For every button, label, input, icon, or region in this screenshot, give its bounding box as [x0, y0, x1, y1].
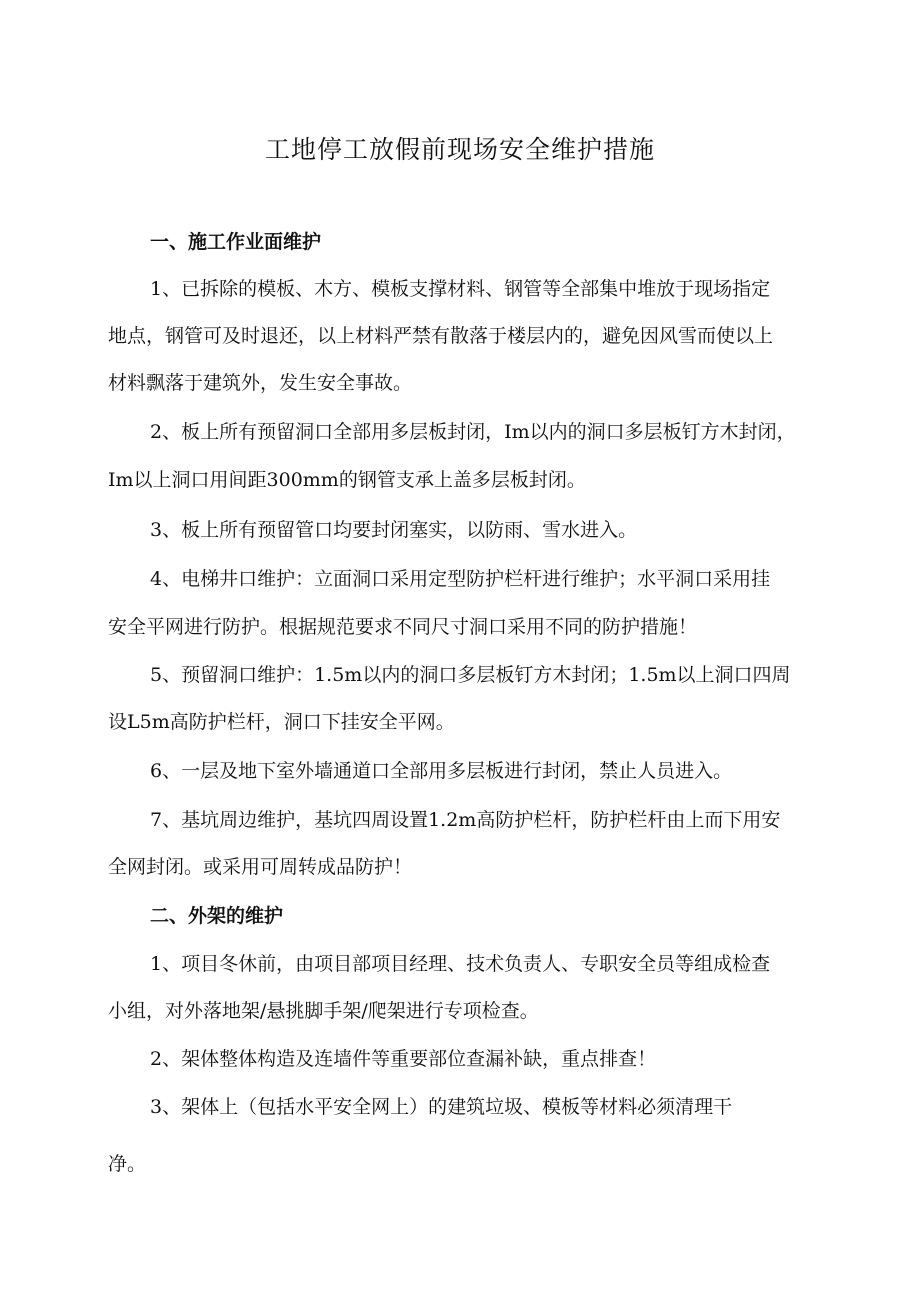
paragraph-line: 7、基坑周边维护，基坑四周设置1.2m高防护栏杆，防护栏杆由上而下用安 — [150, 809, 781, 831]
paragraph-line: 1、已拆除的模板、木方、模板支撑材料、钢管等全部集中堆放于现场指定 — [150, 278, 771, 300]
paragraph-line: 3、架体上（包括水平安全网上）的建筑垃圾、模板等材料必须清理干 — [150, 1096, 733, 1118]
paragraph-line: 安全平网进行防护。根据规范要求不同尺寸洞口采用不同的防护措施！ — [108, 616, 698, 638]
paragraph-line: 2、板上所有预留洞口全部用多层板封闭，Im以内的洞口多层板钉方木封闭， — [150, 421, 796, 443]
paragraph-line: 地点，钢管可及时退还，以上材料严禁有散落于楼层内的，避免因风雪而使以上 — [108, 325, 774, 347]
paragraph-line: 材料飘落于建筑外，发生安全事故。 — [108, 372, 413, 394]
paragraph-line: 全网封闭。或采用可周转成品防护！ — [108, 856, 413, 878]
document-title: 工地停工放假前现场安全维护措施 — [264, 135, 655, 164]
paragraph-line: 1、项目冬休前，由项目部项目经理、技术负责人、专职安全员等组成检查 — [150, 953, 771, 975]
paragraph-line: 3、板上所有预留管口均要封闭塞实，以防雨、雪水进入。 — [150, 519, 638, 541]
section-heading-2: 二、外架的维护 — [150, 905, 284, 927]
paragraph-line: 6、一层及地下室外墙通道口全部用多层板进行封闭，禁止人员进入。 — [150, 760, 733, 782]
paragraph-line: 4、电梯井口维护：立面洞口采用定型防护栏杆进行维护；水平洞口采用挂 — [150, 568, 771, 590]
paragraph-line: 小组，对外落地架/悬挑脚手架/爬架进行专项检查。 — [108, 1000, 539, 1022]
section-heading-1: 一、施工作业面维护 — [150, 231, 322, 253]
paragraph-line: 2、架体整体构造及连墙件等重要部位查漏补缺，重点排查！ — [150, 1048, 657, 1070]
paragraph-line: 净。 — [108, 1153, 147, 1175]
paragraph-line: Im以上洞口用间距300mm的钢管支承上盖多层板封闭。 — [108, 469, 586, 491]
paragraph-line: 5、预留洞口维护：1.5m以内的洞口多层板钉方木封闭；1.5m以上洞口四周 — [150, 664, 791, 686]
paragraph-line: 设L5m高防护栏杆，洞口下挂安全平网。 — [108, 711, 455, 733]
